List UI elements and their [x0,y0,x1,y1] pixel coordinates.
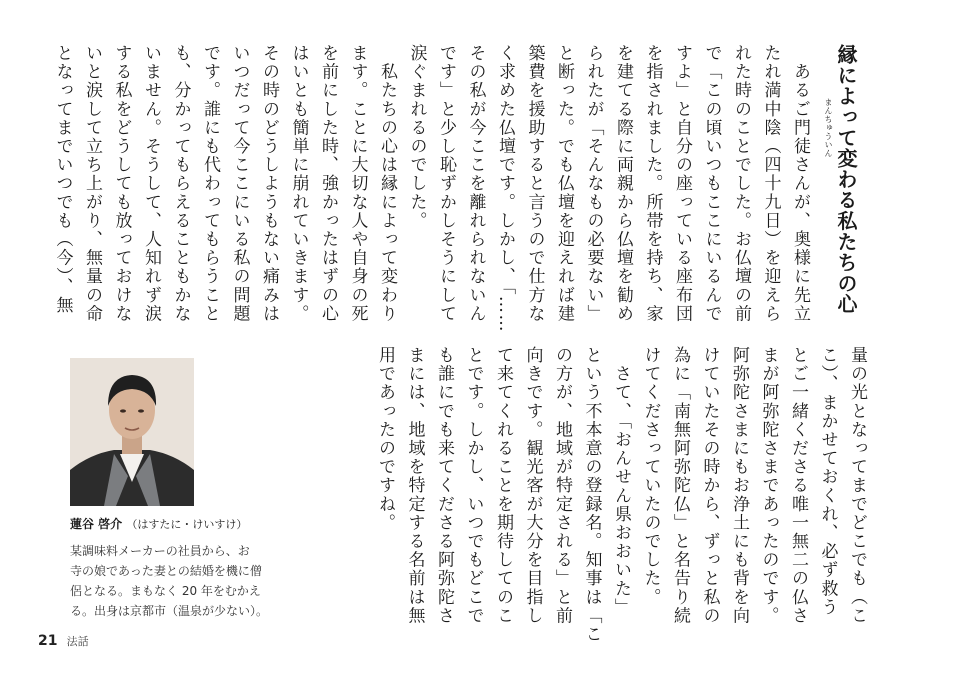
text-column: となってまでいつでも（今）、無 [52,44,73,315]
bio-line: 寺の娘であった妻との結婚を機に僧 [70,564,262,578]
author-caption [70,515,247,532]
bio-line: 侶となる。まもなく 20 年をむかえ [70,584,261,598]
text-column: 私たちの心は縁によって変わり [377,44,397,323]
text-column: とです。しかし、いつでもどこで [463,346,484,625]
text-column: けてくださっていたのでした。 [640,346,661,607]
text-column: こ）、まかせておくれ、必ず救う [817,346,838,617]
author-bio [70,541,285,621]
text-column: も誰にでも来てくださる阿弥陀さ [434,346,454,625]
author-reading: （はすたに・けいすけ） [126,518,248,531]
text-column: を前にした時、強かったはずの心 [318,44,338,323]
text-column: その私が今ここを離れられないん [465,44,486,323]
text-column: とご一緒くださる唯一無二の仏さ [788,346,808,625]
text-column: て来てくれることを期待してのこ [493,346,513,625]
text-column: られたが「そんなもの必要ない」 [583,44,604,323]
section-label: 法話 [66,635,89,648]
text-column: まが阿弥陀さまであったのです。 [758,346,779,625]
text-column: 涙ぐまれるのでした。 [406,44,427,230]
text-column: する私をどうしても放っておけな [111,44,132,323]
article-title: 縁によって変わる私たちの心 [834,44,858,315]
text-column: です。誰にも代わってもらうこと [200,44,220,323]
page-footer [38,630,89,649]
text-column: で「この頃いつもここにいるんで [701,44,722,323]
text-column: 築費を援助すると言うので仕方な [524,44,545,323]
text-column: すよ」と自分の座っている座布団 [672,44,692,323]
text-column: も、分かってもらえることもかな [170,44,191,323]
text-column: あるご門徒さんが、奥様に先立 [790,44,810,323]
text-column: 用であったのですね。 [375,346,395,532]
text-column: いと涙して立ち上がり、無量の命 [82,44,102,323]
text-column: いつだって今ここにいる私の問題 [229,44,250,323]
bio-line: 某調味料メーカーの社員から、お [70,544,250,558]
text-column: たれ満中陰（四十九日）を迎えら [760,44,781,323]
text-column: けていたその時から、ずっと私の [699,346,720,625]
text-column: いません。そうして、人知れず涙 [141,44,161,323]
author-name: 蓮谷 啓介 [70,517,123,531]
text-column: はいとも簡単に崩れていきます。 [288,44,309,323]
text-column: れた時のことでした。お仏壇の前 [731,44,751,323]
text-column: を建てる際に両親から仏壇を勧め [613,44,633,323]
text-column: ます。ことに大切な人や自身の死 [347,44,368,323]
bio-line: る。出身は京都市（温泉が少ない）。 [70,604,269,618]
text-column: の方が、地域が特定される」と前 [552,346,572,625]
text-column: 量の光となってまでどこでも（こ [847,346,867,625]
page-number: 21 [38,633,58,649]
text-column: その時のどうしようもない痛みは [259,44,279,323]
text-column: まには、地域を特定する名前は無 [404,346,425,625]
text-column: です」と少し恥ずかしそうにして [436,44,456,323]
text-column: を指されました。所帯を持ち、家 [642,44,663,323]
text-column: さて、「おんせん県おおいた」 [611,346,631,617]
text-column: 為に「南無阿弥陀仏」と名告り続 [670,346,690,625]
author-photo [70,358,194,506]
text-column: 向きです。観光客が大分を目指し [522,346,543,625]
text-column: 阿弥陀さまにもお浄土にも背を向 [729,346,749,625]
text-column: という不本意の登録名。知事は「こ [581,346,602,644]
text-column: と断った。でも仏壇を迎えれば建 [554,44,574,323]
furigana: まんちゅういん [824,98,833,158]
text-column: く求めた仏壇です。しかし、「…… [495,44,515,334]
